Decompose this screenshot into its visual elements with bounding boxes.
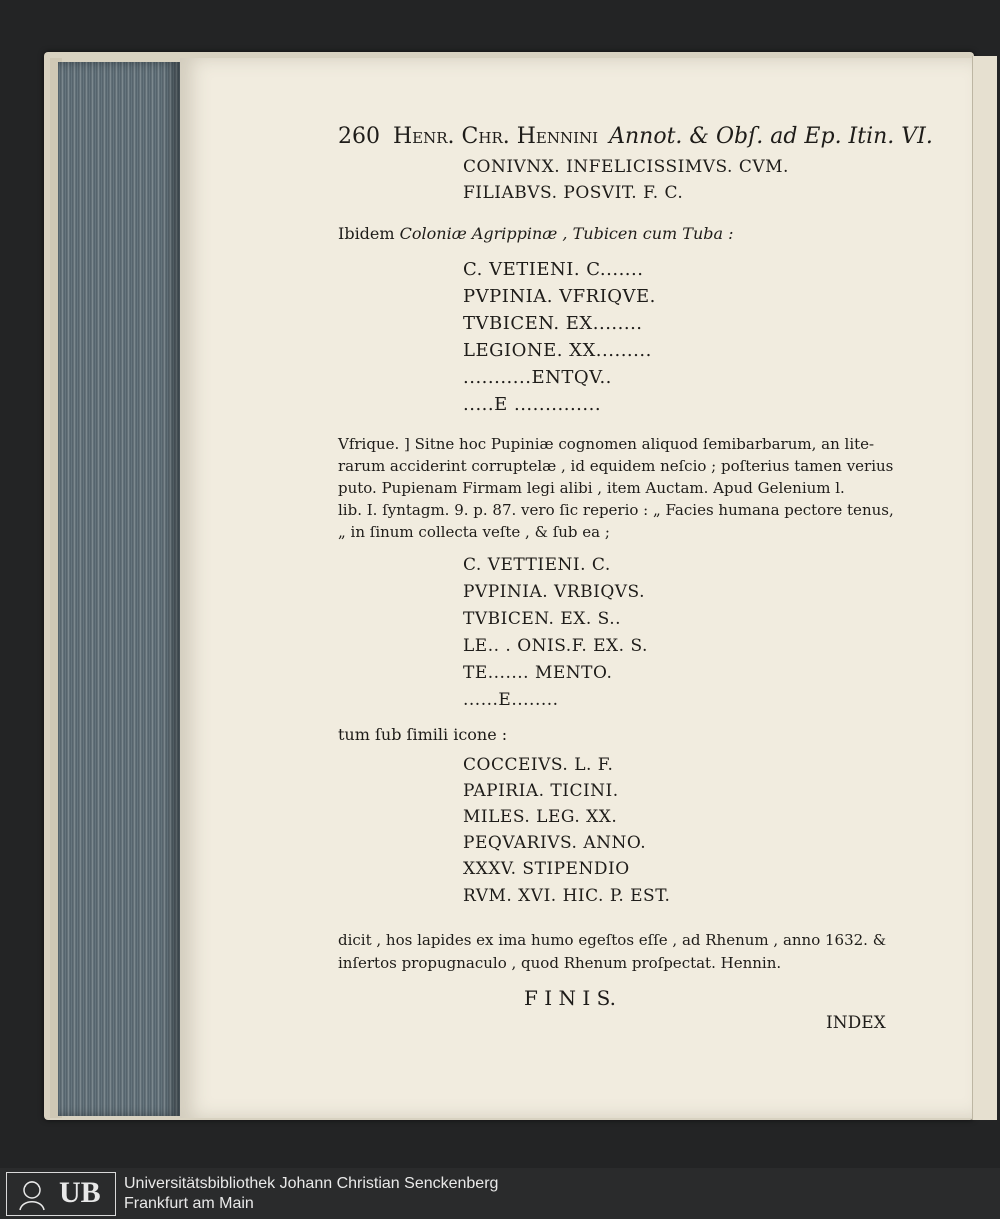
book-page (180, 58, 972, 1118)
finis: F I N I S. (524, 986, 616, 1010)
page-header (338, 124, 933, 149)
inscription-line: FILIABVS. POSVIT. F. C. (463, 183, 684, 203)
inscription-line: RVM. XVI. HIC. P. EST. (463, 886, 671, 906)
inscription-line: COCCEIVS. L. F. (463, 755, 614, 775)
ub-logo[interactable] (6, 1172, 116, 1216)
intro-line (338, 224, 734, 243)
inscription-line: LE.. . ONIS.F. EX. S. (463, 636, 648, 656)
catchword: INDEX (826, 1013, 886, 1033)
commentary-line: puto. Pupienam Firmam legi alibi , item Auctam. Apud Gelenium l. (338, 479, 845, 497)
commentary-line: „ in ſinum collecta veſte , & ſub ea ; (338, 523, 610, 541)
inscription-line: C. VETTIENI. C. (463, 555, 611, 575)
commentary-line: lib. I. ſyntagm. 9. p. 87. vero ſic reperio : „ Facies humana pectore tenus, (338, 501, 894, 519)
inscription-line: CONIVNX. INFELICISSIMVS. CVM. (463, 157, 789, 177)
footer-bar (0, 1168, 1000, 1219)
inscription-line: XXXV. STIPENDIO (463, 859, 630, 879)
portrait-icon (15, 1177, 49, 1211)
institution-name: Universitätsbibliothek Johann Christian Senckenberg (124, 1175, 499, 1192)
commentary-line: Vfrique. ] Sitne hoc Pupiniæ cognomen aliquod ſemibarbarum, an lite- (338, 435, 875, 453)
commentary-line: rarum acciderint corruptelæ , id equidem neſcio ; poſterius tamen verius (338, 457, 894, 475)
page-edges (58, 62, 180, 1116)
inscription-line: ...........ENTQV.. (463, 367, 612, 388)
institution-city: Frankfurt am Main (124, 1195, 254, 1212)
inscription-line: PVPINIA. VFRIQVE. (463, 286, 656, 307)
inscription-line: ......E........ (463, 690, 559, 710)
inscription-line: TVBICEN. EX........ (463, 313, 643, 334)
closing-line: dicit , hos lapides ex ima humo egeſtos eſſe , ad Rhenum , anno 1632. & (338, 931, 887, 949)
intro-line: tum ſub ſimili icone : (338, 725, 508, 744)
intro-lead: Ibidem (338, 224, 395, 243)
running-title: Annot. & Obſ. ad Ep. Itin. VI. (609, 124, 933, 149)
closing-line: inſertos propugnaculo , quod Rhenum proſpectat. Hennin. (338, 954, 782, 972)
inscription-line: PVPINIA. VRBIQVS. (463, 582, 645, 602)
inscription-line: PEQVARIVS. ANNO. (463, 833, 647, 853)
inscription-line: .....E .............. (463, 394, 602, 415)
inscription-line: PAPIRIA. TICINI. (463, 781, 619, 801)
inscription-line: MILES. LEG. XX. (463, 807, 618, 827)
inscription-line: C. VETIENI. C....... (463, 259, 644, 280)
running-head: Henr. Chr. Hennini (393, 124, 599, 149)
inscription-line: TE....... MENTO. (463, 663, 613, 683)
logo-text: UB (59, 1176, 101, 1209)
page-number: 260 (338, 124, 380, 149)
inscription-line: TVBICEN. EX. S.. (463, 609, 622, 629)
next-leaf-edge (972, 56, 997, 1120)
inscription-line: LEGIONE. XX......... (463, 340, 652, 361)
intro-italic: Coloniæ Agrippinæ , Tubicen cum Tuba : (399, 224, 734, 243)
